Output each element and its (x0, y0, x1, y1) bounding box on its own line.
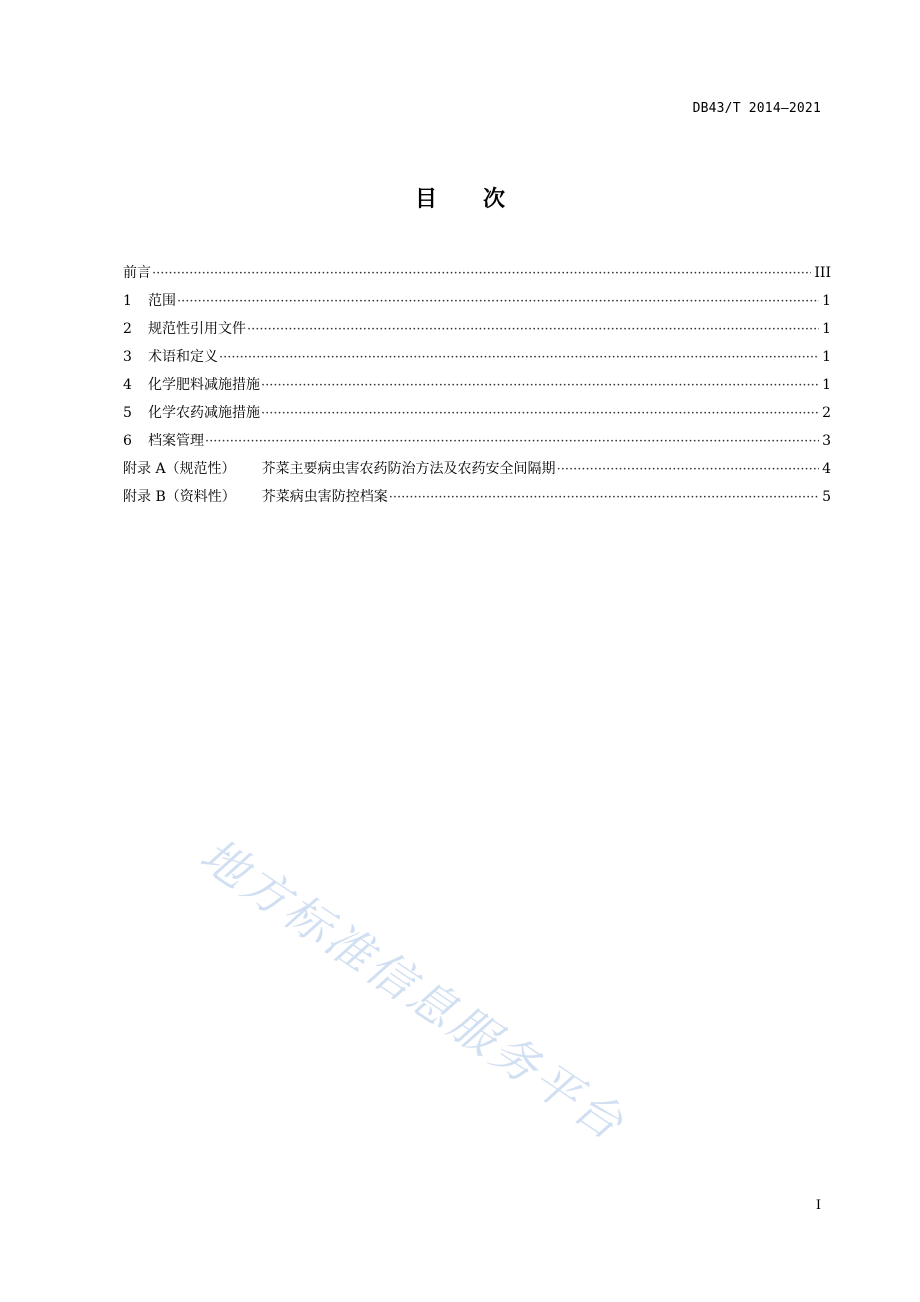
toc-leader-dots (205, 428, 819, 456)
toc-entry-page: 5 (822, 489, 831, 505)
toc-entry-label: 化学肥料减施措施 (148, 377, 260, 393)
toc-entry-label: 规范性引用文件 (148, 321, 246, 337)
toc-entry[interactable] (123, 399, 831, 427)
toc-leader-dots (177, 288, 819, 316)
toc-entry-label: 前言 (123, 265, 151, 281)
toc-entry-number: 1 (123, 293, 132, 309)
toc-entry-number: 6 (123, 433, 132, 449)
toc-entry[interactable] (123, 483, 831, 511)
toc-entry[interactable] (123, 259, 831, 287)
toc-entry-number: 4 (123, 377, 132, 393)
toc-leader-dots (219, 344, 819, 372)
toc-entry-number: 3 (123, 349, 132, 365)
toc-entry-label: 档案管理 (148, 433, 204, 449)
page-title-char-2: 次 (483, 187, 506, 212)
page-title-char-1: 目 (414, 187, 437, 212)
toc-entry[interactable] (123, 315, 831, 343)
toc-entry[interactable] (123, 287, 831, 315)
toc-entry[interactable] (123, 455, 831, 483)
page-number: I (815, 1198, 821, 1213)
toc-leader-dots (261, 400, 819, 428)
toc-entry[interactable] (123, 343, 831, 371)
table-of-contents (123, 259, 831, 511)
toc-entry[interactable] (123, 371, 831, 399)
toc-entry-page: 2 (822, 405, 831, 421)
toc-entry-label: 范围 (148, 293, 176, 309)
toc-entry-page: 1 (822, 293, 831, 309)
document-code: DB43/T 2014—2021 (692, 101, 821, 116)
toc-leader-dots (557, 456, 820, 484)
toc-entry-appendix-prefix: 附录 A（规范性） (123, 461, 236, 477)
toc-entry-label: 化学农药减施措施 (148, 405, 260, 421)
toc-entry[interactable] (123, 427, 831, 455)
page-title (0, 182, 920, 213)
toc-entry-label: 芥菜病虫害防控档案 (261, 489, 388, 505)
toc-entry-page: 1 (822, 349, 831, 365)
toc-entry-page: 1 (822, 377, 831, 393)
toc-entry-page: III (814, 265, 831, 281)
toc-entry-label: 术语和定义 (148, 349, 218, 365)
watermark: 地方标准信息服务平台 (190, 827, 636, 1152)
toc-entry-page: 4 (822, 461, 831, 477)
toc-entry-number: 5 (123, 405, 132, 421)
toc-entry-page: 3 (822, 433, 831, 449)
toc-entry-page: 1 (822, 321, 831, 337)
toc-entry-number: 2 (123, 321, 132, 337)
toc-entry-label: 芥菜主要病虫害农药防治方法及农药安全间隔期 (261, 461, 556, 477)
toc-leader-dots (261, 372, 819, 400)
toc-leader-dots (247, 316, 819, 344)
toc-entry-appendix-prefix: 附录 B（资料性） (123, 489, 236, 505)
toc-leader-dots (152, 260, 811, 288)
toc-leader-dots (389, 484, 819, 512)
